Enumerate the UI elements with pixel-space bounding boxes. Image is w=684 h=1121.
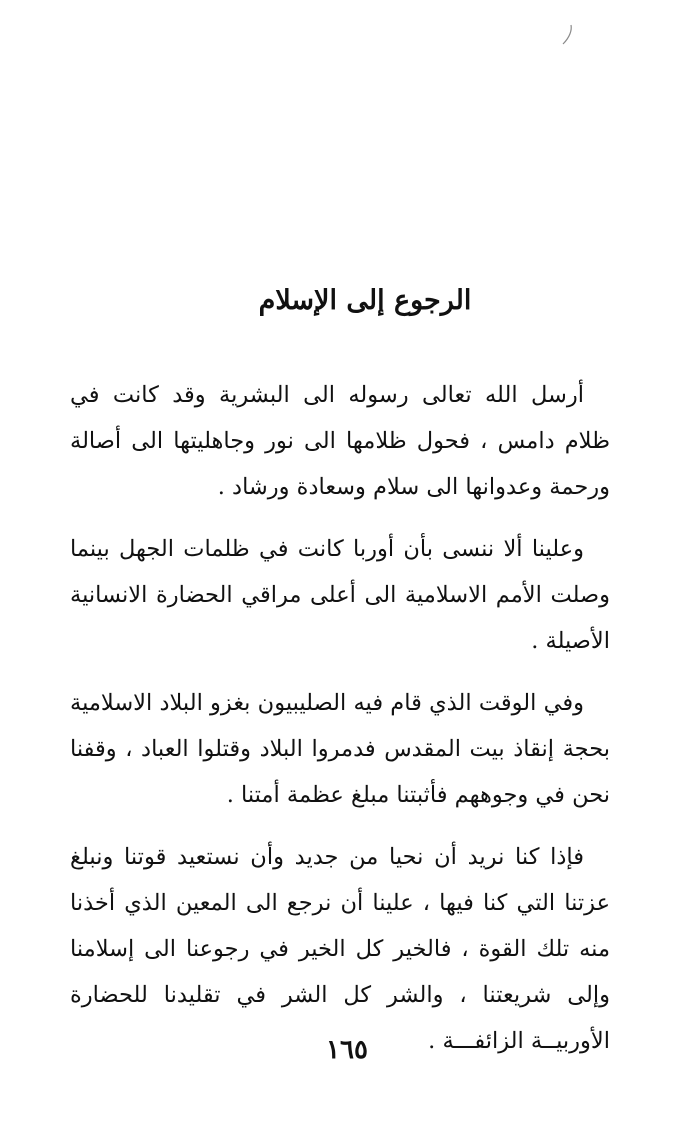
paragraph-3: وفي الوقت الذي قام فيه الصليبيون بغزو البلاد الاسلامية بحجة إنقاذ بيت المقدس فدمروا البلاد وقتلوا العباد ، وقفنا نحن في وجوههم فأثبتنا مبلغ عظمة أمتنا . [70, 690, 610, 808]
body-text [70, 372, 610, 1080]
paragraph-2: وعلينا ألا ننسى بأن أوربا كانت في ظلمات الجهل بينما وصلت الأمم الاسلامية الى أعلى مراقي الحضارة الانسانية الأصيلة . [70, 536, 610, 654]
pencil-mark-icon [560, 24, 574, 46]
paragraph-4: فإذا كنا نريد أن نحيا من جديد وأن نستعيد قوتنا ونبلغ عزتنا التي كنا فيها ، علينا أن نرجع الى المعين الذي أخذنا منه تلك القوة ، فالخير كل الخير في رجوعنا الى إسلامنا وإلى شريعتنا ، والشر كل الشر في تقليدنا للحضارة الأوربيــة الزائفـــة . [70, 844, 610, 1054]
chapter-title: الرجوع إلى الإسلام [258, 285, 472, 316]
page-number: ١٦٥ [326, 1035, 368, 1065]
paragraph-1: أرسل الله تعالى رسوله الى البشرية وقد كانت في ظلام دامس ، فحول ظلامها الى نور وجاهليتها الى أصالة ورحمة وعدوانها الى سلام وسعادة ورشاد . [70, 382, 610, 500]
